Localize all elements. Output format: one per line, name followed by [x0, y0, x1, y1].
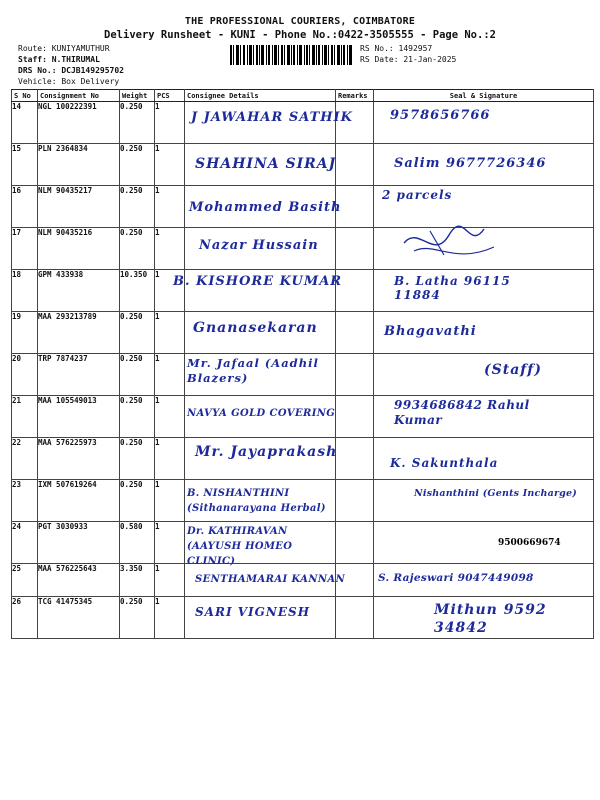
remarks-cell	[336, 102, 374, 144]
signature-handwriting: 9500669674	[498, 538, 561, 548]
consignment-cell: MAA 576225643	[38, 564, 120, 597]
signature-handwriting: S. Rajeswari 9047449098	[378, 572, 534, 584]
sno-cell: 15	[12, 144, 38, 186]
signature-handwriting: K. Sakunthala	[390, 456, 499, 470]
col-header: Consignment No	[38, 90, 120, 102]
weight-cell: 0.250	[120, 144, 155, 186]
pcs-cell: 1	[155, 186, 185, 228]
table-row	[12, 564, 594, 597]
signature-cell	[374, 522, 594, 564]
consignment-cell: PGT 3030933	[38, 522, 120, 564]
meta-left	[18, 43, 124, 87]
remarks-cell	[336, 480, 374, 522]
remarks-cell	[336, 438, 374, 480]
signature-cell	[374, 102, 594, 144]
consignee-handwriting: B. KISHORE KUMAR	[173, 274, 343, 289]
remarks-cell	[336, 564, 374, 597]
remarks-cell	[336, 312, 374, 354]
weight-cell: 0.250	[120, 228, 155, 270]
sno-cell: 16	[12, 186, 38, 228]
signature-cell	[374, 564, 594, 597]
pcs-cell: 1	[155, 597, 185, 639]
consignee-handwriting: Gnanasekaran	[193, 320, 318, 336]
signature-cell	[374, 480, 594, 522]
sno-cell: 17	[12, 228, 38, 270]
consignee-handwriting: NAVYA GOLD COVERING	[187, 408, 336, 419]
rs-no-label: RS No.: 1492957	[360, 44, 433, 53]
table-row	[12, 270, 594, 312]
consignee-handwriting: SENTHAMARAI KANNAN	[195, 574, 346, 585]
consignment-cell: PLN 2364834	[38, 144, 120, 186]
vehicle-label: Vehicle: Box Delivery	[18, 77, 120, 86]
rs-date-label: RS Date: 21-Jan-2025	[360, 55, 457, 64]
consignment-cell: IXM 507619264	[38, 480, 120, 522]
sno-cell: 18	[12, 270, 38, 312]
signature-handwriting: B. Latha 96115 11884	[394, 274, 511, 302]
signature-handwriting: 2 parcels	[382, 188, 453, 202]
consignment-cell: MAA 293213789	[38, 312, 120, 354]
sno-cell: 22	[12, 438, 38, 480]
table-row	[12, 312, 594, 354]
consignee-handwriting: Dr. KATHIRAVAN (AAYUSH HOMEO CLINIC)	[187, 526, 293, 567]
consignment-cell: TRP 7874237	[38, 354, 120, 396]
signature-cell	[374, 396, 594, 438]
consignee-handwriting: Nazar Hussain	[199, 238, 319, 253]
remarks-cell	[336, 597, 374, 639]
weight-cell: 0.250	[120, 438, 155, 480]
table-row	[12, 354, 594, 396]
pcs-cell: 1	[155, 354, 185, 396]
pcs-cell: 1	[155, 522, 185, 564]
weight-cell: 0.250	[120, 396, 155, 438]
pcs-cell: 1	[155, 144, 185, 186]
consignment-cell: MAA 105549013	[38, 396, 120, 438]
signature-handwriting: Salim 9677726346	[394, 156, 547, 171]
signature-handwriting: 9578656766	[390, 108, 491, 123]
consignee-cell	[185, 396, 336, 438]
consignment-cell: NLM 90435216	[38, 228, 120, 270]
remarks-cell	[336, 270, 374, 312]
pcs-cell: 1	[155, 102, 185, 144]
col-header: PCS	[155, 90, 185, 102]
barcode-image	[230, 45, 352, 65]
signature-handwriting: Bhagavathi	[384, 324, 477, 339]
table-row	[12, 102, 594, 144]
consignment-cell: MAA 576225973	[38, 438, 120, 480]
col-header: Weight	[120, 90, 155, 102]
signature-cell	[374, 597, 594, 639]
signature-cell	[374, 270, 594, 312]
signature-cell	[374, 312, 594, 354]
weight-cell: 0.250	[120, 354, 155, 396]
weight-cell: 0.250	[120, 480, 155, 522]
col-header: Seal & Signature	[374, 90, 594, 102]
pcs-cell: 1	[155, 564, 185, 597]
consignee-handwriting: B. NISHANTHINI (Sithanarayana Herbal)	[187, 488, 326, 514]
consignee-cell	[185, 438, 336, 480]
consignee-cell	[185, 102, 353, 144]
remarks-cell	[336, 354, 374, 396]
meta-right	[360, 43, 456, 65]
drs-label: DRS No.: DCJB149295702	[18, 66, 124, 75]
pcs-cell: 1	[155, 480, 185, 522]
weight-cell: 0.580	[120, 522, 155, 564]
signature-cell	[374, 228, 594, 270]
remarks-cell	[336, 396, 374, 438]
consignee-cell	[173, 270, 343, 312]
weight-cell: 3.350	[120, 564, 155, 597]
consignee-cell	[185, 144, 336, 186]
consignee-cell	[185, 597, 336, 639]
consignee-handwriting: SARI VIGNESH	[195, 605, 311, 619]
company-title: THE PROFESSIONAL COURIERS, COIMBATORE	[184, 16, 416, 27]
consignee-cell	[185, 186, 342, 228]
consignee-handwriting: J JAWAHAR SATHIK	[191, 110, 353, 125]
signature-handwriting: (Staff)	[484, 362, 542, 378]
sno-cell: 21	[12, 396, 38, 438]
table-row	[12, 438, 594, 480]
pcs-cell: 1	[155, 438, 185, 480]
table-row	[12, 480, 594, 522]
consignee-handwriting: Mr. Jayaprakash	[195, 444, 338, 460]
consignee-cell	[185, 480, 336, 522]
weight-cell: 0.250	[120, 102, 155, 144]
signature-cell	[374, 354, 594, 396]
pcs-cell: 1	[155, 396, 185, 438]
staff-label: Staff: N.THIRUMAL	[18, 55, 100, 64]
remarks-cell	[336, 522, 374, 564]
remarks-cell	[336, 228, 374, 270]
route-label: Route: KUNIYAMUTHUR	[18, 44, 110, 53]
signature-handwriting: Mithun 9592 34842	[434, 602, 547, 636]
sno-cell: 23	[12, 480, 38, 522]
consignee-cell	[185, 354, 336, 396]
sno-cell: 26	[12, 597, 38, 639]
signature-handwriting: Nishanthini (Gents Incharge)	[414, 488, 577, 499]
weight-cell: 0.250	[120, 312, 155, 354]
consignee-handwriting: SHAHINA SIRAJ	[195, 156, 337, 172]
table-row	[12, 144, 594, 186]
consignee-cell	[185, 312, 336, 354]
remarks-cell	[336, 186, 374, 228]
pcs-cell: 1	[155, 228, 185, 270]
consignee-handwriting: Mohammed Basith	[189, 200, 342, 215]
sno-cell: 19	[12, 312, 38, 354]
signature-handwriting: 9934686842 Rahul Kumar	[394, 398, 530, 427]
weight-cell: 10.350	[120, 270, 155, 312]
col-header: Consignee Details	[185, 90, 336, 102]
col-header: S No	[12, 90, 38, 102]
consignment-cell: NGL 100222391	[38, 102, 120, 144]
runsheet-table	[11, 89, 594, 639]
signature-scribble	[374, 214, 594, 270]
table-row	[12, 522, 594, 564]
sno-cell: 20	[12, 354, 38, 396]
sno-cell: 25	[12, 564, 38, 597]
consignment-cell: TCG 41475345	[38, 597, 120, 639]
signature-cell	[374, 144, 594, 186]
weight-cell: 0.250	[120, 597, 155, 639]
consignment-cell: GPM 433938	[38, 270, 120, 312]
table-header-row	[12, 90, 594, 102]
sno-cell: 14	[12, 102, 38, 144]
table-row	[12, 396, 594, 438]
col-header: Remarks	[336, 90, 374, 102]
weight-cell: 0.250	[120, 186, 155, 228]
consignee-handwriting: Mr. Jafaal (Aadhil Blazers)	[187, 356, 319, 385]
pcs-cell: 1	[155, 270, 185, 312]
consignee-cell	[185, 564, 346, 597]
signature-cell	[374, 438, 594, 480]
consignee-cell	[185, 522, 336, 567]
pcs-cell: 1	[155, 312, 185, 354]
consignee-cell	[185, 228, 336, 270]
runsheet-title: Delivery Runsheet - KUNI - Phone No.:0422-3505555 - Page No.:2	[104, 29, 496, 41]
remarks-cell	[336, 144, 374, 186]
consignment-cell: NLM 90435217	[38, 186, 120, 228]
sno-cell: 24	[12, 522, 38, 564]
table-row	[12, 228, 594, 270]
table-row	[12, 597, 594, 639]
